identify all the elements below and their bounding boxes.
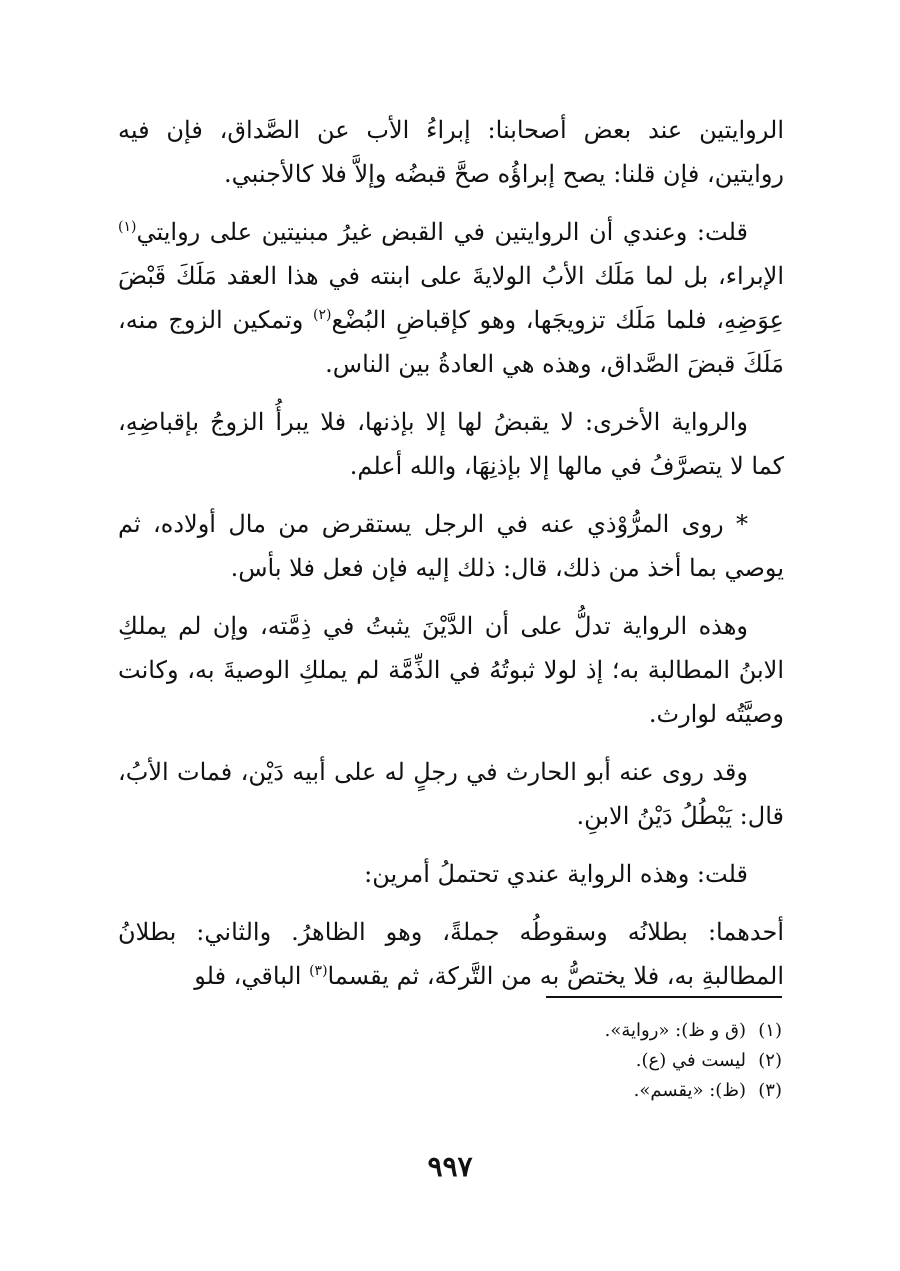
footnotes [282, 1016, 782, 1106]
paragraph-2-text-a: قلت: وعندي أن الروايتين في القبض غيرُ مبنيتين على روايتي [136, 218, 748, 246]
paragraph-8-text-a: أحدهما: بطلانُه وسقوطُه جملةً، وهو الظاهرُ. والثاني: بطلانُ المطالبةِ به، فلا يختصُّ به من التَّركة، ثم يقسما [118, 918, 784, 990]
paragraph-4: * روى المرُّوْذي عنه في الرجل يستقرض من مال أولاده، ثم يوصي بما أخذ من ذلك، قال: ذلك إليه فإن فعل فلا بأس. [118, 510, 784, 582]
footnote-ref-2[interactable]: (٢) [313, 307, 332, 323]
paragraph-2-text-b: الإبراء، بل لما مَلَك الأبُ الولايةَ على ابنته في هذا العقد مَلَكَ قَبْضَ عِوَضِهِ، فلما مَلَك تزويجَها، وهو كإقباضِ البُضْع [118, 262, 784, 334]
main-text [118, 108, 784, 998]
footnote-text: ليست في (ع). [635, 1050, 746, 1071]
footnote-3 [282, 1076, 782, 1106]
footnote-text: (ظ): «يقسم». [633, 1080, 746, 1101]
paragraph-7: قلت: وهذه الرواية عندي تحتملُ أمرين: [364, 860, 748, 888]
paragraph-5: وهذه الرواية تدلُّ على أن الدَّيْنَ يثبتُ في ذِمَّته، وإن لم يملكِ الابنُ المطالبة به؛ إذ لولا ثبوتُهُ في الذِّمَّة لم يملكِ الوصيةَ به، وكانت وصيَّتُه لوارث. [118, 612, 784, 728]
paragraph-3: والرواية الأخرى: لا يقبضُ لها إلا بإذنها، فلا يبرأُ الزوجُ بإقباضِهِ، كما لا يتصرَّفُ في مالها إلا بإذنِهَا، والله أعلم. [118, 408, 784, 480]
paragraph-2 [118, 210, 784, 386]
footnote-ref-3[interactable]: (٣) [309, 963, 328, 979]
footnote-ref-1[interactable]: (١) [118, 219, 137, 235]
footnote-1 [282, 1016, 782, 1046]
paragraph-1: الروايتين عند بعض أصحابنا: إبراءُ الأب عن الصَّداق، فإن فيه روايتين، فإن قلنا: يصح إبراؤُه صحَّ قبضُه وإلاَّ فلا كالأجنبي. [118, 116, 784, 188]
footnote-number: (١) [758, 1020, 782, 1041]
page-number: ٩٩٧ [427, 1150, 473, 1183]
footnote-number: (٢) [758, 1050, 782, 1071]
paragraph-8-text-b: الباقي، فلو [194, 962, 310, 990]
footnote-text: (ق و ظ): «رواية». [604, 1020, 746, 1041]
footnote-separator [546, 996, 782, 998]
paragraph-6: وقد روى عنه أبو الحارث في رجلٍ له على أبيه دَيْن، فمات الأبُ، قال: يَبْطُلُ دَيْنُ الابنِ. [118, 758, 784, 830]
paragraph-8 [118, 910, 784, 998]
paragraph-2-text-c: وتمكين الزوج منه، مَلَكَ قبضَ الصَّداق، وهذه هي العادةُ بين الناس. [118, 306, 784, 378]
footnote-2 [282, 1046, 782, 1076]
footnote-number: (٣) [758, 1080, 782, 1101]
